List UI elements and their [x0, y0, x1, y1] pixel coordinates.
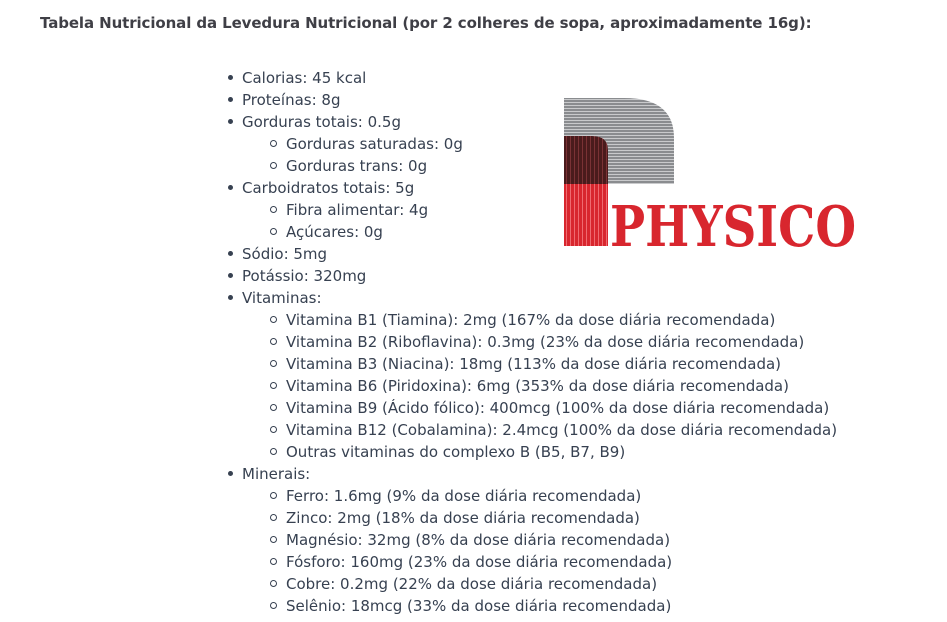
- list-item-calorias: [226, 67, 837, 89]
- sub-item: Fósforo: 160mg (23% da dose diária recomendada): [242, 551, 837, 573]
- sub-item: Fibra alimentar: 4g: [242, 199, 837, 221]
- logo-wordmark: PHYSICO: [610, 194, 856, 260]
- sub-item: Magnésio: 32mg (8% da dose diária recomendada): [242, 529, 837, 551]
- list-item-vitaminas: [226, 287, 837, 463]
- sub-item: Vitamina B6 (Piridoxina): 6mg (353% da dose diária recomendada): [242, 375, 837, 397]
- sub-item: Vitamina B1 (Tiamina): 2mg (167% da dose diária recomendada): [242, 309, 837, 331]
- page-heading: Tabela Nutricional da Levedura Nutricional (por 2 colheres de sopa, aproximadamente 16g):: [40, 14, 812, 32]
- item-label: Gorduras totais: 0.5g: [242, 113, 401, 131]
- item-label: Calorias: 45 kcal: [242, 69, 367, 87]
- sublist-minerais: [242, 485, 837, 617]
- logo-dark-block: [564, 136, 608, 184]
- physico-logo: [562, 96, 862, 260]
- sub-item: Vitamina B2 (Riboflavina): 0.3mg (23% da dose diária recomendada): [242, 331, 837, 353]
- sub-item: Ferro: 1.6mg (9% da dose diária recomendada): [242, 485, 837, 507]
- sub-item: Gorduras trans: 0g: [242, 155, 837, 177]
- item-label: Minerais:: [242, 465, 311, 483]
- item-label: Potássio: 320mg: [242, 267, 367, 285]
- item-label: Carboidratos totais: 5g: [242, 179, 415, 197]
- sub-item: Outras vitaminas do complexo B (B5, B7, B9): [242, 441, 837, 463]
- item-label: Vitaminas:: [242, 289, 322, 307]
- sub-item: Vitamina B3 (Niacina): 18mg (113% da dose diária recomendada): [242, 353, 837, 375]
- item-label: Proteínas: 8g: [242, 91, 341, 109]
- sub-item: Selênio: 18mcg (33% da dose diária recomendada): [242, 595, 837, 617]
- item-label: Sódio: 5mg: [242, 245, 328, 263]
- sub-item: Vitamina B12 (Cobalamina): 2.4mcg (100% da dose diária recomendada): [242, 419, 837, 441]
- list-item-minerais: [226, 463, 837, 617]
- sublist-vitaminas: [242, 309, 837, 463]
- logo-red-stem: [564, 184, 608, 246]
- sub-item: Açúcares: 0g: [242, 221, 837, 243]
- sub-item: Cobre: 0.2mg (22% da dose diária recomendada): [242, 573, 837, 595]
- sub-item: Gorduras saturadas: 0g: [242, 133, 837, 155]
- sub-item: Vitamina B9 (Ácido fólico): 400mcg (100% da dose diária recomendada): [242, 397, 837, 419]
- list-item-potassio: [226, 265, 837, 287]
- sub-item: Zinco: 2mg (18% da dose diária recomendada): [242, 507, 837, 529]
